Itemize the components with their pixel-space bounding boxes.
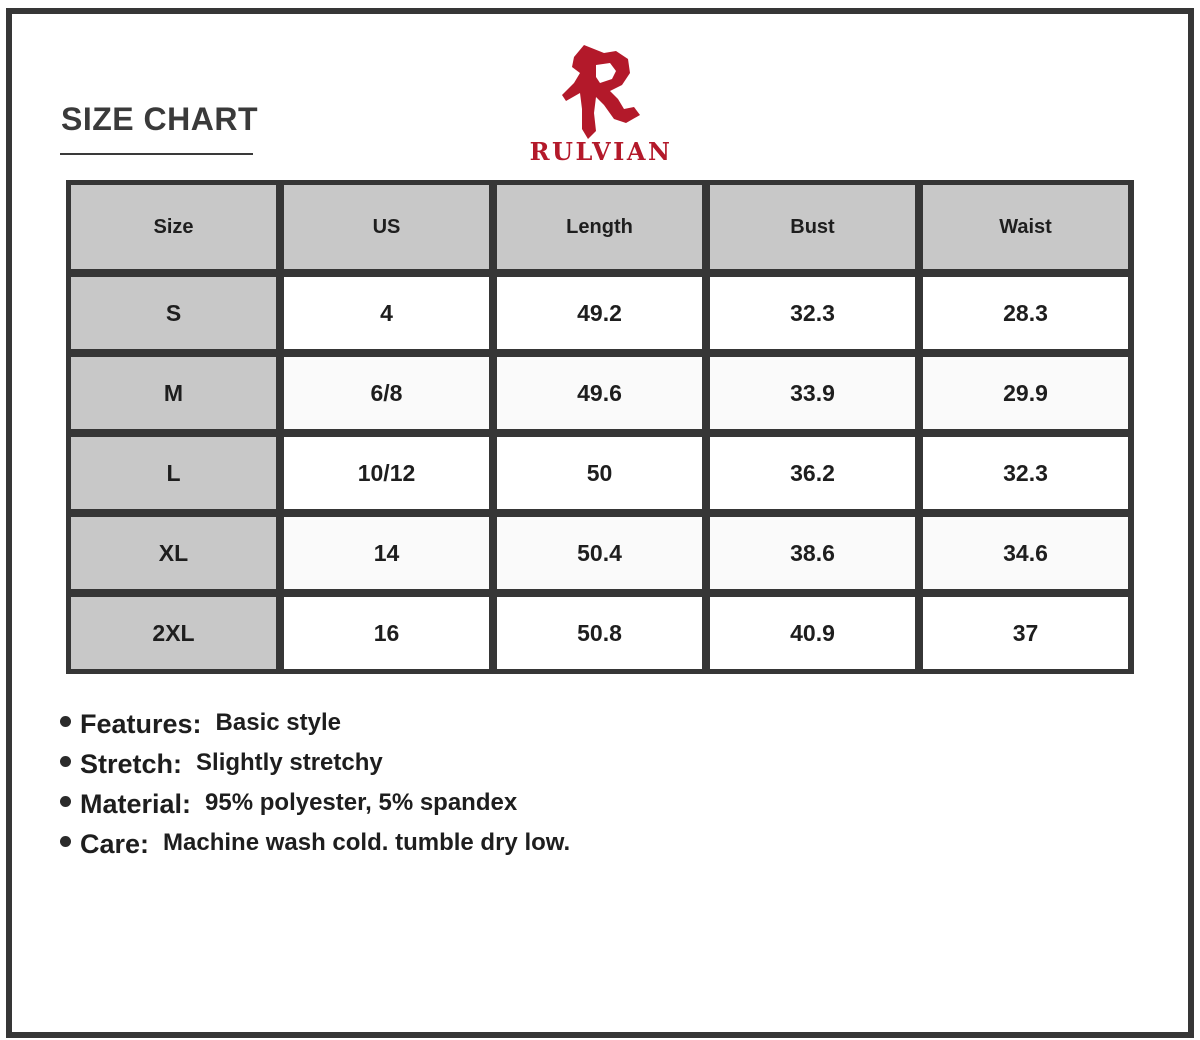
cell-length: 49.6 xyxy=(497,357,702,429)
cell-waist: 32.3 xyxy=(923,437,1128,509)
feature-value: Basic style xyxy=(215,709,341,736)
cell-length: 50 xyxy=(497,437,702,509)
cell-us: 16 xyxy=(284,597,489,669)
row-size-label: L xyxy=(71,437,276,509)
bullet-icon xyxy=(60,836,71,847)
feature-value: Slightly stretchy xyxy=(196,749,383,776)
page-title: SIZE CHART xyxy=(61,101,258,137)
size-chart-table xyxy=(66,180,1134,674)
cell-bust: 40.9 xyxy=(710,597,915,669)
cell-bust: 38.6 xyxy=(710,517,915,589)
cell-length: 50.8 xyxy=(497,597,702,669)
column-header-waist: Waist xyxy=(923,185,1128,269)
cell-us: 14 xyxy=(284,517,489,589)
column-header-length: Length xyxy=(497,185,702,269)
brand-logo xyxy=(520,40,682,168)
list-item xyxy=(60,824,570,864)
feature-label: Material: xyxy=(80,789,192,819)
list-item xyxy=(60,704,570,744)
cell-us: 6/8 xyxy=(284,357,489,429)
rulvian-r-logo-icon xyxy=(560,43,644,139)
feature-value: 95% polyester, 5% spandex xyxy=(205,789,518,816)
feature-label: Care: xyxy=(80,829,150,859)
cell-length: 49.2 xyxy=(497,277,702,349)
bullet-icon xyxy=(60,756,71,767)
bullet-icon xyxy=(60,716,71,727)
cell-bust: 36.2 xyxy=(710,437,915,509)
cell-us: 4 xyxy=(284,277,489,349)
cell-waist: 37 xyxy=(923,597,1128,669)
cell-bust: 33.9 xyxy=(710,357,915,429)
cell-us: 10/12 xyxy=(284,437,489,509)
cell-waist: 28.3 xyxy=(923,277,1128,349)
column-header-us: US xyxy=(284,185,489,269)
list-item xyxy=(60,744,570,784)
row-size-label: 2XL xyxy=(71,597,276,669)
product-features-list xyxy=(60,704,570,864)
title-underline xyxy=(60,153,253,155)
feature-value: Machine wash cold. tumble dry low. xyxy=(163,829,571,856)
list-item xyxy=(60,784,570,824)
cell-waist: 34.6 xyxy=(923,517,1128,589)
feature-label: Features: xyxy=(80,709,202,739)
cell-length: 50.4 xyxy=(497,517,702,589)
cell-waist: 29.9 xyxy=(923,357,1128,429)
row-size-label: S xyxy=(71,277,276,349)
feature-label: Stretch: xyxy=(80,749,183,779)
cell-bust: 32.3 xyxy=(710,277,915,349)
column-header-bust: Bust xyxy=(710,185,915,269)
brand-name: RULVIAN xyxy=(529,137,673,166)
column-header-size: Size xyxy=(71,185,276,269)
row-size-label: XL xyxy=(71,517,276,589)
bullet-icon xyxy=(60,796,71,807)
row-size-label: M xyxy=(71,357,276,429)
